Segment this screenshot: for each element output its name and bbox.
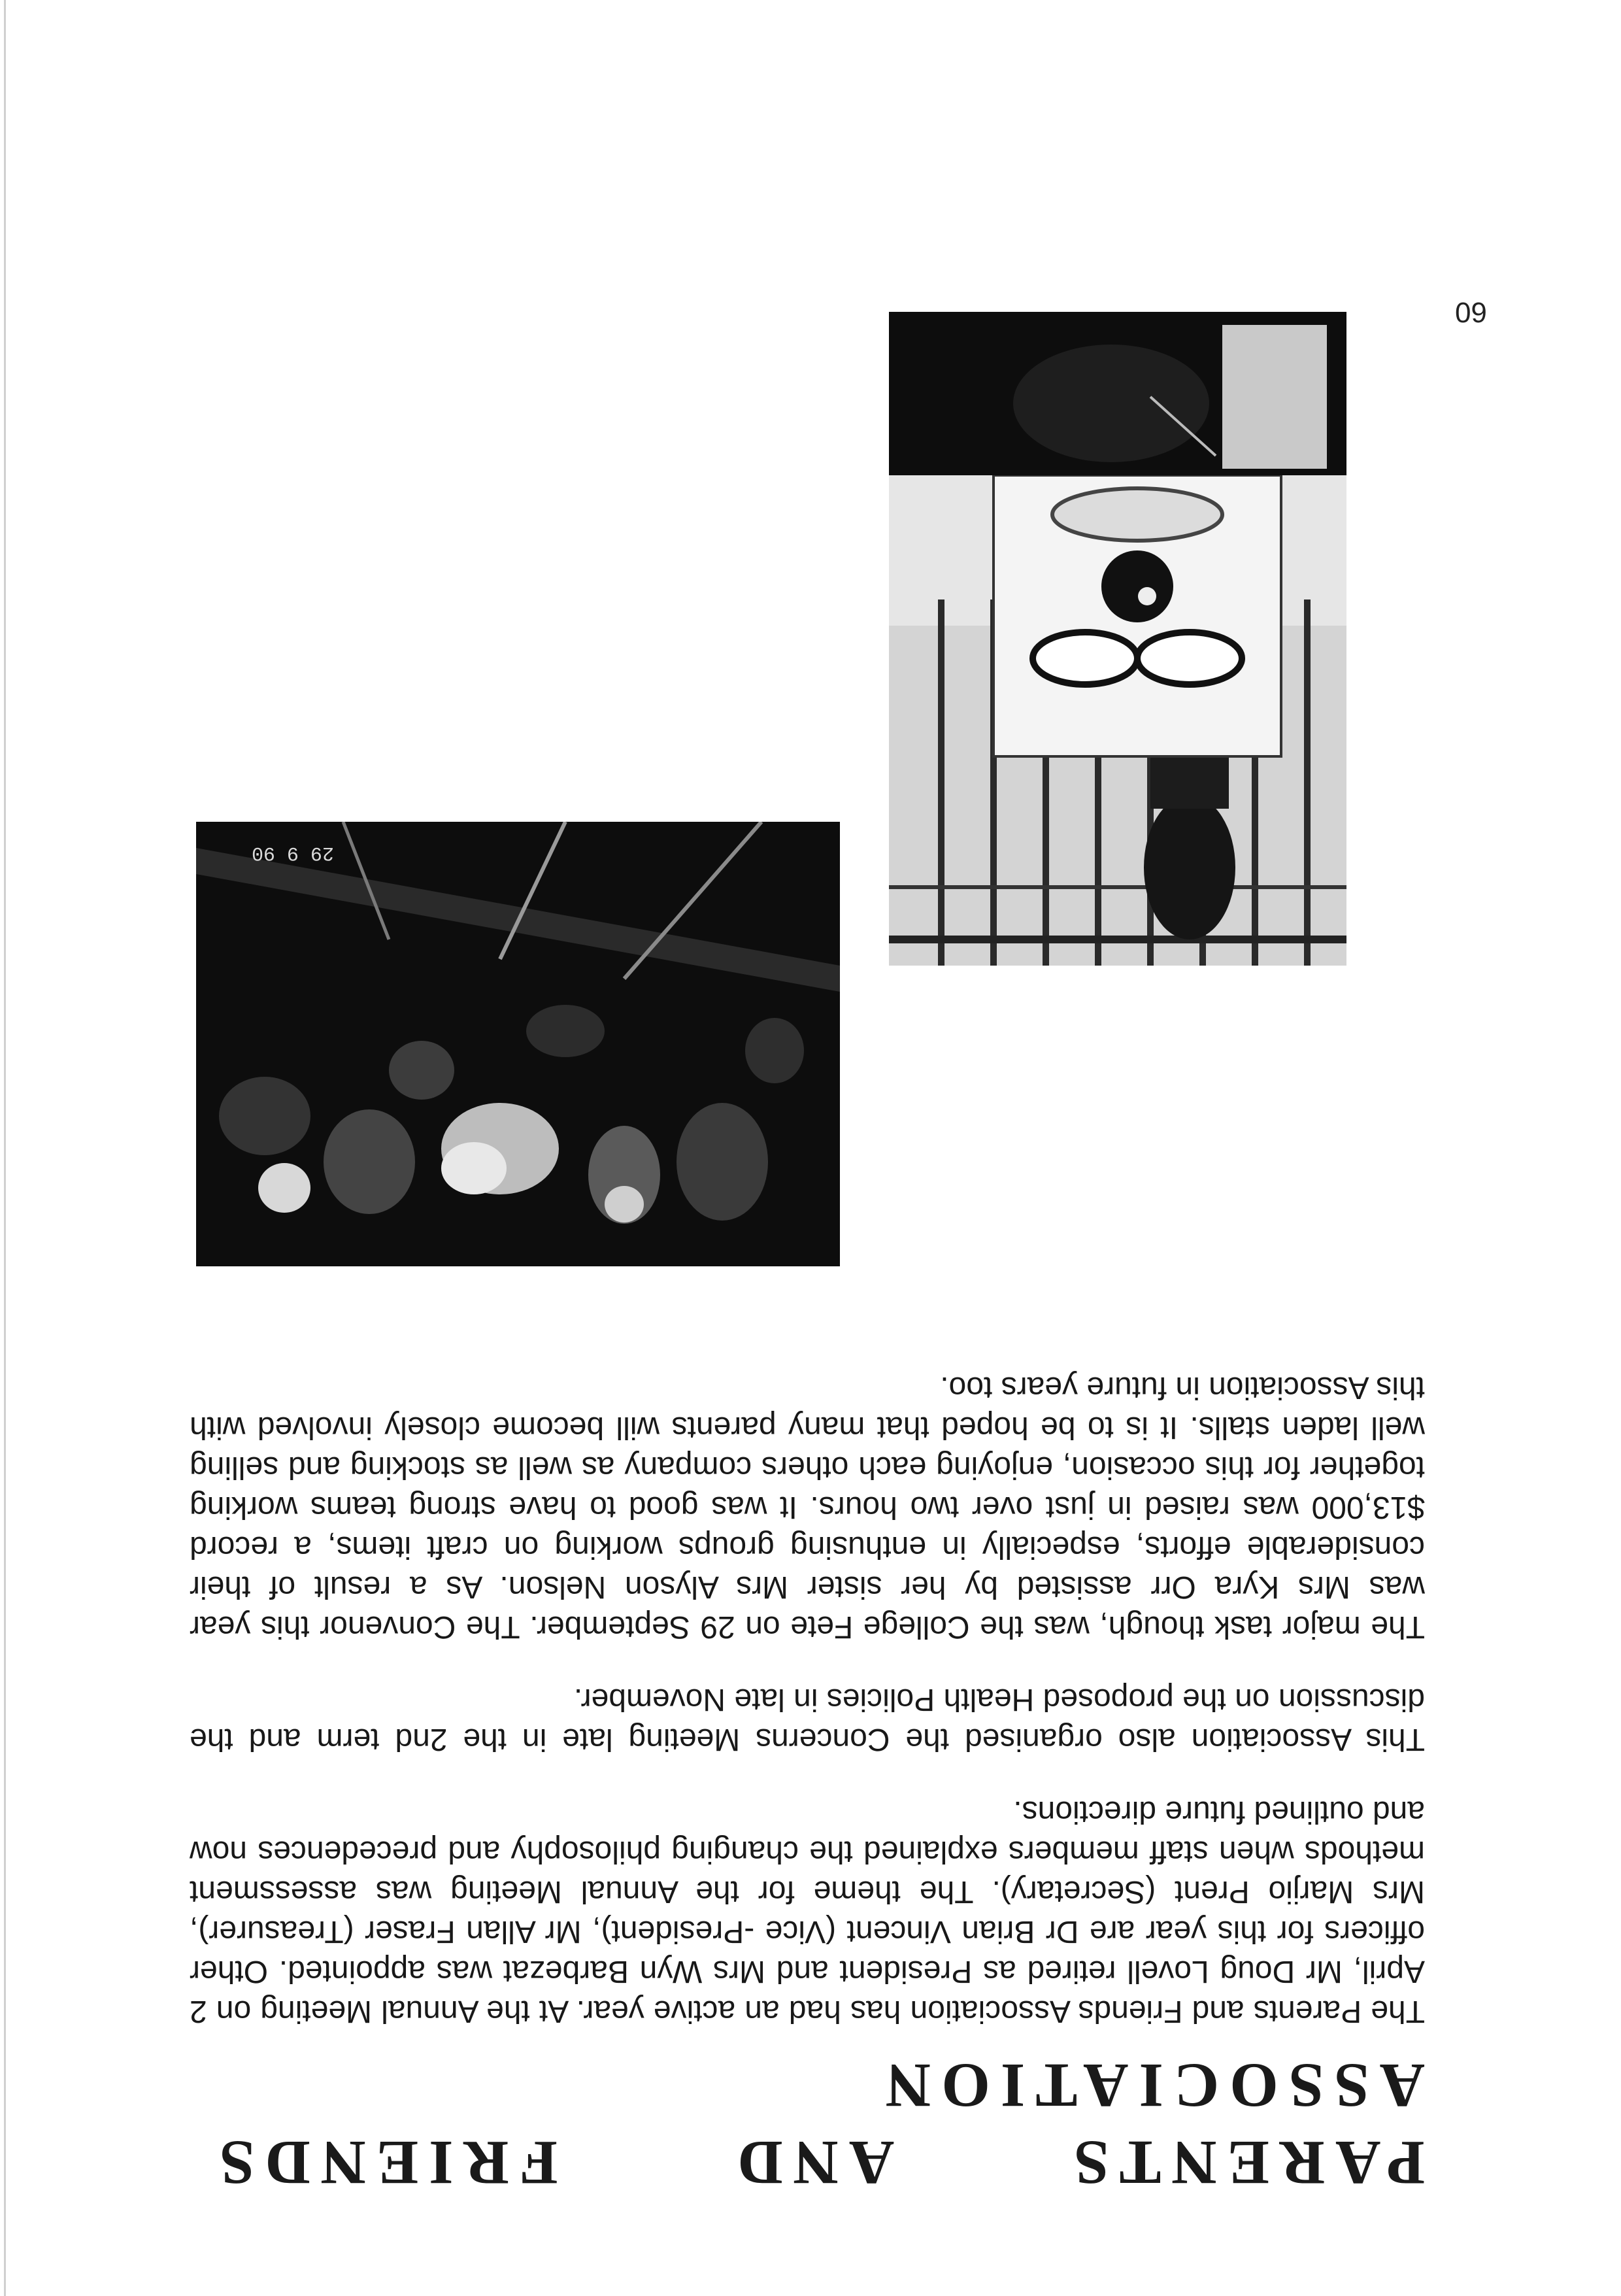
article-body — [190, 1335, 1425, 2031]
title-word-association: ASSOCIATION — [875, 2051, 1425, 2121]
paragraph-annual-meeting: The Parents and Friends Association has had an active year. At the Annual Meeting on 2 April, Mr Doug Lovell retired as President and Mrs Wyn Barbezat was appointed. Other officers for this year are Dr Brian Vincent (Vice -President), Mr Allan Fraser (Treasurer), Mrs Marjio Prent (Secretary). The theme for the Annual Meeting was assessment methods when staff members explained the changing philosophy and precedences now and outlined future directions. — [190, 1795, 1425, 2029]
title-word-friends: FRIENDS — [209, 2128, 558, 2198]
paragraph-college-fete: The major task though, was the College Fete on 29 September. The Convenor this year was Mrs Kyra Orr assisted by her sister Mrs Alyson Nelson. As a result of their considerable efforts, especially in enthusing groups working on craft items, a record $13,000 was raised in just over two hours. It was good to have strong teams working together for this occasion, enjoying each others company as well as stocking and selling well laden stalls. It is to be hoped that many parents will become closely involved with this Association in future years too. — [190, 1370, 1425, 1644]
photo-date-stamp: 29 9 90 — [252, 841, 335, 864]
page-number: 60 — [1455, 296, 1487, 328]
fete-stall-photo — [889, 312, 1346, 966]
page-title — [183, 2047, 1425, 2201]
scan-edge — [4, 0, 6, 2296]
fete-crowd-photo — [196, 822, 840, 1266]
title-word-parents: PARENTS — [1063, 2128, 1425, 2198]
paragraph-concerns-meeting: This Association also organised the Concerns Meeting late in the 2nd term and the discussion on the proposed Health Policies in late November. — [190, 1682, 1425, 1757]
title-word-and: AND — [727, 2128, 895, 2198]
